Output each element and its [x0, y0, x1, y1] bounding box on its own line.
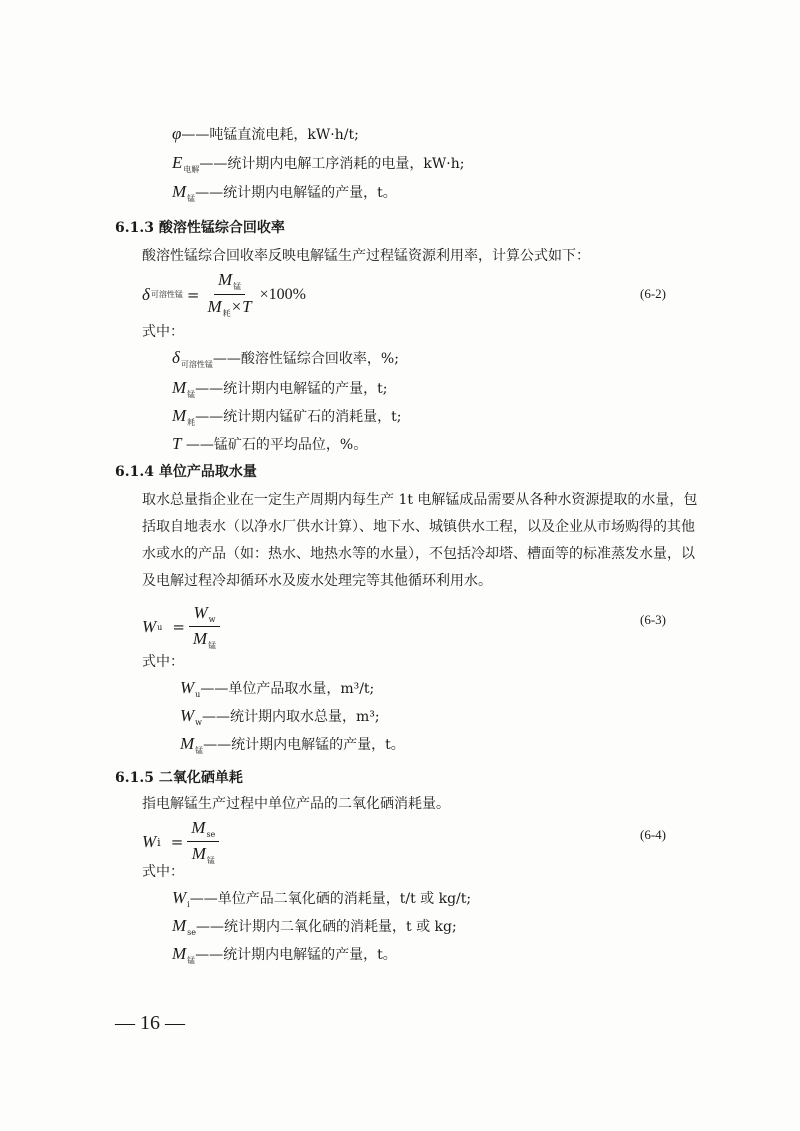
section-613-intro: 酸溶性锰综合回收率反映电解锰生产过程锰资源利用率，计算公式如下：	[142, 248, 590, 264]
page-number: — 16 —	[115, 1012, 185, 1034]
equation-6-4: W i = $\frac{M_{se}}{M_锰}$	[142, 818, 223, 866]
def-phi: φ——吨锰直流电耗，kW·h/t;	[172, 124, 359, 143]
equation-6-3: W u = $\frac{W_w}{M_锰}$	[142, 603, 224, 651]
fraction: $\frac{M_{se}}{M_锰}$	[187, 818, 219, 866]
fraction: $\frac{M_锰}{M_耗\times T}$	[207, 270, 252, 318]
section-614-paragraph: 取水总量指企业在一定生产周期内每生产 1t 电解锰成品需要从各种水资源提取的水量，包括取自地表水（以净水厂供水计算）、地下水、城镇供水工程，以及企业从市场购得的其他水或水的产品（如：热水、地热水等的水量），不包括冷却塔、槽面等的标准蒸发水量，以及电解过程冷却循环水及废水处理完等其他循环利用水。	[142, 492, 698, 589]
def-t-grade: T ——锰矿石的平均品位，%。	[172, 434, 368, 453]
def-delta: $\delta_{可溶性锰}——$酸溶性锰综合回收率，%;	[172, 348, 399, 369]
shizhong-label: 式中：	[142, 324, 184, 340]
section-615-intro: 指电解锰生产过程中单位产品的二氧化硒消耗量。	[142, 796, 450, 812]
def-m-mn: $M_锰——$统计期内电解锰的产量，t。	[172, 182, 397, 203]
def-m-mn: $M_锰——$统计期内电解锰的产量，t;	[172, 378, 388, 399]
shizhong-label: 式中：	[142, 654, 184, 670]
section-heading-615: 6.1.5 二氧化硒单耗	[115, 770, 243, 786]
def-ww: $W_w——$统计期内取水总量，m³;	[180, 706, 380, 727]
section-heading-613: 6.1.3 酸溶性锰综合回收率	[115, 220, 285, 236]
def-wi: $W_i——$单位产品二氧化硒的消耗量，t/t 或 kg/t;	[172, 888, 472, 909]
def-m-mn: $M_锰——$统计期内电解锰的产量，t。	[172, 944, 397, 965]
equation-6-2: δ 可溶性锰 = $\frac{M_锰}{M_耗\times T}$ ×100%	[142, 270, 306, 318]
def-mse: $M_{se}——$统计期内二氧化硒的消耗量，t 或 kg;	[172, 916, 457, 937]
equation-number-6-2: (6-2)	[640, 286, 666, 301]
fraction: $\frac{W_w}{M_锰}$	[189, 603, 220, 651]
def-wu: $W_u——$单位产品取水量，m³/t;	[180, 678, 375, 699]
equation-number-6-3: (6-3)	[640, 612, 666, 627]
def-m-consumption: $M_耗——$统计期内锰矿石的消耗量，t;	[172, 406, 402, 427]
def-e-electrolysis: $E_{电解}——$统计期内电解工序消耗的电量，kW·h;	[172, 153, 465, 174]
def-m-mn: $M_锰——$统计期内电解锰的产量，t。	[180, 734, 405, 755]
equation-number-6-4: (6-4)	[640, 827, 666, 842]
section-heading-614: 6.1.4 单位产品取水量	[115, 464, 257, 480]
shizhong-label: 式中：	[142, 864, 184, 880]
